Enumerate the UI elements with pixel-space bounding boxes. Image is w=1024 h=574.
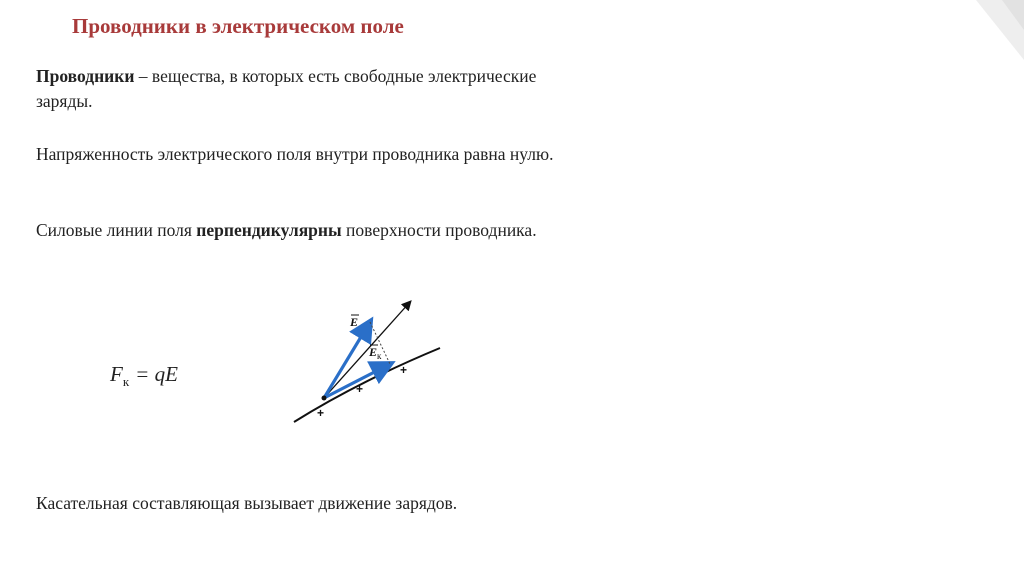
slide-title: Проводники в электрическом поле — [72, 14, 404, 38]
slide-corner-decoration — [884, 0, 1024, 574]
charge-point — [322, 396, 327, 401]
label-Ek-subscript: к — [377, 351, 382, 361]
paragraph-conductors-definition — [36, 64, 556, 114]
term-perpendicular: перпендикулярны — [196, 220, 342, 240]
conductor-surface-curve — [294, 348, 440, 422]
paragraph-field-inside: Напряженность электрического поля внутри проводника равна нулю. — [36, 144, 554, 164]
coulomb-force-formula — [110, 362, 178, 390]
field-line — [324, 302, 410, 398]
label-Ek: E — [369, 345, 378, 359]
field-lines-text-end: поверхности проводника. — [341, 220, 537, 240]
paragraph-tangential-component: Касательная составляющая вызывает движение зарядов. — [36, 493, 458, 513]
formula-force-symbol: F — [110, 362, 123, 386]
charge-plus-1: + — [317, 406, 325, 420]
definition-text: – вещества, в которых есть свободные электрические заряды. — [36, 66, 537, 111]
term-conductors: Проводники — [36, 66, 135, 86]
formula-rhs: = qE — [135, 362, 178, 386]
formula-subscript: к — [122, 374, 130, 389]
charge-plus-3: + — [400, 363, 408, 377]
conductor-field-diagram — [288, 292, 458, 432]
charge-plus-2: + — [356, 382, 364, 396]
field-lines-text-start: Силовые линии поля — [36, 220, 197, 240]
label-E: E — [350, 315, 359, 329]
paragraph-field-lines — [36, 218, 576, 243]
